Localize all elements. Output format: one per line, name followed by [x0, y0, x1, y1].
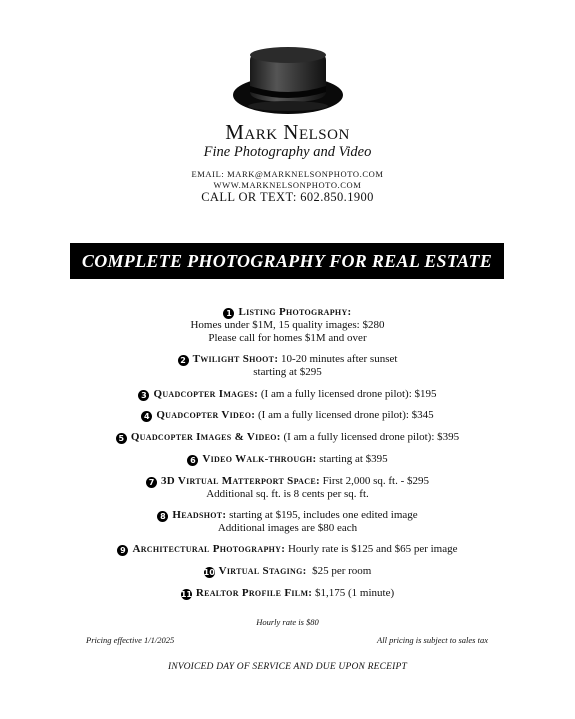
- hourly-rate: Hourly rate is $80: [256, 617, 319, 627]
- service-detail: starting at $395: [316, 453, 388, 465]
- service-title: Headshot:: [172, 509, 227, 521]
- email-line: EMAIL: MARK@MARKNELSONPHOTO.COM: [191, 169, 384, 179]
- number-badge: 9: [117, 545, 128, 556]
- service-line: Additional sq. ft. is 8 cents per sq. ft.: [206, 488, 369, 500]
- number-badge: 5: [116, 433, 127, 444]
- number-badge: 1: [223, 308, 234, 319]
- service-detail: First 2,000 sq. ft. - $295: [319, 475, 430, 487]
- service-detail: starting at $195, includes one edited image: [226, 509, 418, 521]
- service-item: [0, 388, 575, 401]
- service-item: [0, 431, 575, 444]
- service-detail: (I am a fully licensed drone pilot): $395: [280, 431, 460, 443]
- tagline: Fine Photography and Video: [203, 144, 372, 160]
- title-banner: COMPLETE PHOTOGRAPHY FOR REAL ESTATE: [70, 243, 504, 279]
- number-badge: 8: [157, 511, 168, 522]
- website-line: WWW.MARKNELSONPHOTO.COM: [213, 180, 362, 190]
- service-detail: $25 per room: [306, 565, 372, 577]
- number-badge: 11: [180, 590, 192, 599]
- service-title: Virtual Staging:: [218, 565, 307, 577]
- service-item: [0, 475, 575, 501]
- service-title: Listing Photography:: [238, 306, 352, 318]
- number-badge: 7: [146, 477, 157, 488]
- number-badge: 2: [178, 355, 189, 366]
- service-title: Quadcopter Video:: [156, 409, 256, 421]
- business-name: Mark Nelson: [225, 120, 350, 144]
- service-item: [0, 587, 575, 600]
- service-detail: (I am a fully licensed drone pilot): $195: [258, 388, 437, 400]
- service-title: Quadcopter Images & Video:: [130, 431, 281, 443]
- service-line: starting at $295: [253, 366, 322, 378]
- service-item: [0, 409, 575, 422]
- service-title: Realtor Profile Film:: [195, 587, 313, 599]
- service-title: 3D Virtual Matterport Space:: [160, 475, 320, 487]
- phone-line: CALL OR TEXT: 602.850.1900: [201, 190, 374, 204]
- service-line: Additional images are $80 each: [217, 522, 358, 534]
- service-detail: $1,175 (1 minute): [312, 587, 395, 599]
- service-title: Quadcopter Images:: [153, 388, 259, 400]
- service-title: Twilight Shoot:: [192, 353, 279, 365]
- service-line: Homes under $1M, 15 quality images: $280: [190, 319, 385, 331]
- service-line: Please call for homes $1M and over: [208, 331, 367, 344]
- service-detail: Hourly rate is $125 and $65 per image: [285, 543, 458, 555]
- invoice-note: INVOICED DAY OF SERVICE AND DUE UPON RECEIPT: [167, 662, 408, 672]
- service-item: [0, 453, 575, 466]
- service-item: [0, 306, 575, 344]
- number-badge: 4: [141, 411, 152, 422]
- hat-logo-icon: [232, 40, 344, 118]
- sales-tax-note: All pricing is subject to sales tax: [377, 635, 488, 645]
- number-badge: 3: [138, 390, 149, 401]
- number-badge: 6: [187, 455, 198, 466]
- service-detail: (I am a fully licensed drone pilot): $345: [255, 409, 434, 421]
- service-item: [0, 509, 575, 535]
- pricing-effective: Pricing effective 1/1/2025: [86, 635, 175, 645]
- service-item: [0, 353, 575, 379]
- service-item: [0, 543, 575, 556]
- service-detail: 10-20 minutes after sunset: [278, 353, 398, 365]
- service-item: [0, 565, 575, 578]
- service-title: Video Walk-through:: [202, 453, 317, 465]
- service-title: Architectural Photography:: [132, 543, 286, 555]
- number-badge: 10: [203, 568, 215, 577]
